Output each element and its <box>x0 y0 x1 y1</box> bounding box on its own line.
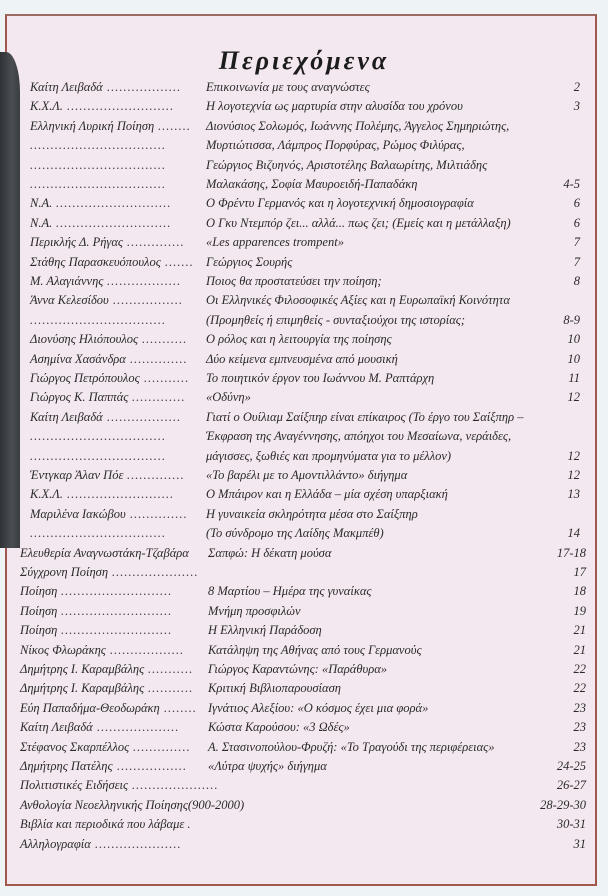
toc-entry <box>0 623 608 643</box>
toc-entry <box>0 643 608 663</box>
toc-page-number: 6 <box>573 196 580 211</box>
toc-article-title: 8 Μαρτίου – Ημέρα της γυναίκας <box>208 584 372 599</box>
toc-article-title: Διονύσιος Σολωμός, Ιωάννης Πολέμης, Άγγελος Σημηριώτης, <box>206 118 510 133</box>
toc-article-title: Έκφραση της Αναγέννησης, απόηχοι του Μεσαίωνα, νεράιδες, <box>206 429 512 444</box>
toc-page-number: 10 <box>567 332 580 347</box>
dot-leader: ................................. <box>30 157 167 172</box>
dot-leader: ........... <box>142 332 188 347</box>
toc-article-title: Μαλακάσης, Σοφία Μαυροειδή-Παπαδάκη <box>206 177 418 191</box>
toc-article-title: Μνήμη προσφιλών <box>208 603 301 618</box>
toc-entry <box>0 138 608 158</box>
toc-author: Εύη Παπαδήμα-Θεοδωράκη <box>20 700 160 715</box>
toc-page-number: 24-25 <box>556 759 586 773</box>
toc-author: Διονύσης Ηλιόπουλος <box>30 332 139 347</box>
dot-leader: ............................ <box>56 196 172 211</box>
toc-article-title: Γεώργιος Σουρής <box>206 254 293 269</box>
toc-author: Μαριλένα Ιακώβου <box>30 506 126 521</box>
toc-page-number: 17 <box>573 565 586 579</box>
dot-leader: ................. <box>113 293 184 308</box>
toc-entry <box>0 119 608 139</box>
dot-leader: ........................... <box>61 603 173 618</box>
toc-entry <box>0 429 608 449</box>
toc-page-number: 18 <box>573 584 586 599</box>
toc-page-number: 13 <box>567 487 580 502</box>
toc-author: Δημήτρης Πατέλης <box>20 759 113 773</box>
toc-entry <box>0 410 608 430</box>
toc-article-title: Κατάληψη της Αθήνας από τους Γερμανούς <box>208 642 422 657</box>
dot-leader: ........ <box>164 700 197 715</box>
dot-leader: ........... <box>148 681 194 696</box>
toc-author: Δημήτρης Ι. Καραμβάλης <box>20 662 145 676</box>
dot-leader: ................................. <box>30 177 167 191</box>
toc-entry <box>0 759 608 779</box>
dot-leader: ..................... <box>132 778 219 793</box>
dot-leader: .............. <box>133 739 191 754</box>
toc-entry <box>0 740 608 760</box>
toc-entry <box>0 390 608 410</box>
toc-author: Κ.Χ.Λ. <box>30 487 63 502</box>
toc-article-title: Οι Ελληνικές Φιλοσοφικές Αξίες και η Ευρωπαϊκή Κοινότητα <box>206 293 510 308</box>
toc-page-number: 17-18 <box>556 545 586 560</box>
toc-author: Καίτη Λειβαδά <box>20 720 93 735</box>
toc-article-title: (Προμηθείς ή επιμηθείς - συνταξιούχοι της ιστορίας; <box>206 312 466 327</box>
toc-author: Νίκος Φλωράκης <box>20 642 106 657</box>
toc-entry <box>0 216 608 236</box>
dot-leader: .................. <box>107 274 182 288</box>
toc-author: Ανθολογία Νεοελληνικής Ποίησης(900-2000) <box>20 797 245 812</box>
toc-article-title: «Το βαρέλι με το Αμοντιλλάντο» διήγημα <box>206 468 408 482</box>
dot-leader: .............. <box>127 468 185 482</box>
toc-page-number: 3 <box>573 99 580 114</box>
toc-page-number: 22 <box>573 662 586 676</box>
page-title: Περιεχόμενα <box>218 46 390 75</box>
dot-leader: ................................. <box>30 448 167 463</box>
toc-article-title: Ο Γκυ Ντεμπόρ ζει... αλλά... πως ζει; (Εμείς και η μετάλλαξη) <box>206 215 511 230</box>
toc-entry <box>0 468 608 488</box>
toc-page-number: 23 <box>573 700 586 715</box>
toc-author: Κ.Χ.Λ. <box>30 99 63 114</box>
toc-author: Βιβλία και περιοδικά που λάβαμε . <box>20 817 191 832</box>
toc-entry <box>0 798 608 818</box>
toc-entry <box>0 487 608 507</box>
toc-entry <box>0 80 608 100</box>
dot-leader: ............................ <box>56 215 172 230</box>
toc-page-number: 30-31 <box>556 817 586 832</box>
toc-article-title: Μυρτιώτισσα, Λάμπρος Πορφύρας, Ρώμος Φιλύρας, <box>206 138 465 153</box>
dot-leader: ................. <box>117 759 188 773</box>
toc-author: Ελευθερία Αναγνωστάκη-Τζαβάρα <box>20 545 189 560</box>
toc-entry <box>0 681 608 701</box>
toc-page-number: 14 <box>567 526 580 541</box>
toc-article-title: Η Ελληνική Παράδοση <box>208 623 322 638</box>
toc-article-title: Δύο κείμενα εμπνευσμένα από μουσική <box>206 351 398 366</box>
toc-page-number: 8 <box>573 274 580 288</box>
toc-entry <box>0 196 608 216</box>
toc-page-number: 11 <box>568 371 580 385</box>
toc-author: Ελληνική Λυρική Ποίηση <box>30 118 155 133</box>
toc-page-number: 23 <box>573 720 586 735</box>
toc-author: Στέφανος Σκαρπέλλος <box>20 739 130 754</box>
toc-author: Άννα Κελεσίδου <box>30 293 109 308</box>
toc-article-title: Ιγνάτιος Αλεξίου: «Ο κόσμος έχει μια φορά» <box>208 700 429 715</box>
toc-page-number: 31 <box>573 836 586 851</box>
dot-leader: .............. <box>130 506 188 521</box>
toc-page-number: 12 <box>567 468 580 482</box>
dot-leader: ................................. <box>30 526 167 541</box>
toc-article-title: Γεώργιος Βιζυηνός, Αριστοτέλης Βαλαωρίτης, Μιλτιάδης <box>206 157 488 172</box>
toc-author: Γιώργος Κ. Παππάς <box>30 390 129 405</box>
toc-author: Ποίηση <box>20 623 58 638</box>
toc-page-number: 21 <box>573 623 586 638</box>
toc-article-title: Γιατί ο Ουίλιαμ Σαίξπηρ είναι επίκαιρος (Το έργο του Σαίξπηρ – <box>206 409 524 424</box>
toc-article-title: «Les apparences trompent» <box>206 235 344 250</box>
dot-leader: ........ <box>158 118 191 133</box>
toc-article-title: Επικοινωνία με τους αναγνώστες <box>206 80 370 94</box>
toc-entry <box>0 604 608 624</box>
toc-article-title: Ο ρόλος και η λειτουργία της ποίησης <box>206 332 392 347</box>
toc-author: Ποίηση <box>20 603 58 618</box>
dot-leader: ........... <box>148 662 194 676</box>
toc-entry <box>0 449 608 469</box>
toc-article-title: Η λογοτεχνία ως μαρτυρία στην αλυσίδα του χρόνου <box>206 99 463 114</box>
dot-leader: .......................... <box>67 487 175 502</box>
toc-page-number: 21 <box>573 642 586 657</box>
toc-entry <box>0 565 608 585</box>
toc-author: Ν.Α. <box>30 196 53 211</box>
dot-leader: ............. <box>132 390 186 405</box>
toc-author: Ποίηση <box>20 584 58 599</box>
toc-article-title: Η γυναικεία σκληρότητα μέσα στο Σαίξπηρ <box>206 506 418 521</box>
dot-leader: .............. <box>127 235 185 250</box>
toc-author: Έντγκαρ Άλαν Πόε <box>30 468 124 482</box>
dot-leader: ....... <box>165 254 194 269</box>
toc-entry <box>0 701 608 721</box>
toc-page-number: 19 <box>573 603 586 618</box>
toc-article-title: Ποιος θα προστατεύσει την ποίηση; <box>206 274 382 288</box>
toc-page-number: 6 <box>573 215 580 230</box>
toc-author: Περικλής Δ. Ρήγας <box>30 235 123 250</box>
toc-entry <box>0 255 608 275</box>
toc-author: Ασημίνα Χασάνδρα <box>30 351 126 366</box>
dot-leader: .............. <box>130 351 188 366</box>
toc-entry <box>0 526 608 546</box>
toc-entry <box>0 313 608 333</box>
toc-page-number: 4-5 <box>563 177 580 191</box>
dot-leader: .................... <box>97 720 180 735</box>
toc-author: Δημήτρης Ι. Καραμβάλης <box>20 681 145 696</box>
toc-page-number: 10 <box>567 351 580 366</box>
toc-entry <box>0 158 608 178</box>
toc-entry <box>0 235 608 255</box>
dot-leader: ........................... <box>61 623 173 638</box>
toc-entry <box>0 837 608 857</box>
toc-entry <box>0 778 608 798</box>
toc-entry <box>0 177 608 197</box>
toc-page-number: 22 <box>573 681 586 696</box>
toc-page-number: 2 <box>573 80 580 94</box>
toc-page-number: 26-27 <box>556 778 586 793</box>
toc-author: Σύγχρονη Ποίηση <box>20 565 109 579</box>
toc-entry <box>0 507 608 527</box>
toc-article-title: Σαπφώ: Η δέκατη μούσα <box>208 545 332 560</box>
toc-author: Καίτη Λειβαδά <box>30 80 103 94</box>
toc-page-number: 7 <box>573 254 580 269</box>
toc-article-title: Ο Φρέντυ Γερμανός και η λογοτεχνική δημοσιογραφία <box>206 196 474 211</box>
dot-leader: ........................... <box>61 584 173 599</box>
dot-leader: ................................. <box>30 312 167 327</box>
toc-entry <box>0 662 608 682</box>
toc-author: Μ. Αλαγιάννης <box>30 274 104 288</box>
toc-article-title: Α. Στασινοπούλου-Φρυζή: «Το Τραγούδι της περιφέρειας» <box>208 739 495 754</box>
dot-leader: .................. <box>110 642 185 657</box>
toc-article-title: «Οδύνη» <box>206 390 251 405</box>
toc-page-number: 8-9 <box>563 312 580 327</box>
toc-entry <box>0 584 608 604</box>
toc-page-number: 12 <box>567 448 580 463</box>
dot-leader: ..................... <box>112 565 199 579</box>
toc-entry <box>0 293 608 313</box>
toc-author: Στάθης Παρασκευόπουλος <box>30 254 161 269</box>
toc-article-title: (Το σύνδρομο της Λαίδης Μακμπέθ) <box>206 526 384 541</box>
toc-article-title: Το ποιητικόν έργον του Ιωάννου Μ. Ραπτάρχη <box>206 371 435 385</box>
dot-leader: .................. <box>107 409 182 424</box>
dot-leader: .......................... <box>67 99 175 114</box>
toc-author: Γιώργος Πετρόπουλος <box>30 371 140 385</box>
dot-leader: ........... <box>144 371 190 385</box>
toc-entry <box>0 817 608 837</box>
toc-author: Ν.Α. <box>30 215 53 230</box>
toc-article-title: Κριτική Βιβλιοπαρουσίαση <box>208 681 341 696</box>
toc-article-title: Κώστα Καρούσου: «3 Ωδές» <box>208 720 350 735</box>
toc-entry <box>0 274 608 294</box>
toc-page-number: 28-29-30 <box>540 797 586 812</box>
toc-page-number: 7 <box>573 235 580 250</box>
toc-article-title: «Λύτρα ψυχής» διήγημα <box>208 759 327 773</box>
toc-entry <box>0 332 608 352</box>
toc-entry <box>0 371 608 391</box>
dot-leader: .................. <box>107 80 182 94</box>
toc-author: Πολιτιστικές Ειδήσεις <box>20 778 129 793</box>
toc-page-number: 23 <box>573 739 586 754</box>
toc-article-title: μάγισσες, ξωθιές και προμηνύματα για το μέλλον) <box>206 448 452 463</box>
dot-leader: ................................. <box>30 429 167 444</box>
dot-leader: ................................. <box>30 138 167 153</box>
toc-page-number: 12 <box>567 390 580 405</box>
dot-leader: ..................... <box>95 836 182 851</box>
toc-entry <box>0 546 608 566</box>
toc-entry <box>0 352 608 372</box>
toc-author: Αλληλογραφία <box>20 836 91 851</box>
toc-entry <box>0 99 608 119</box>
toc-article-title: Γιώργος Καραντώνης: «Παράθυρα» <box>208 662 388 676</box>
toc-entry <box>0 720 608 740</box>
toc-article-title: Ο Μπάιρον και η Ελλάδα – μία σχέση υπαρξιακή <box>206 487 448 502</box>
toc-author: Καίτη Λειβαδά <box>30 409 103 424</box>
